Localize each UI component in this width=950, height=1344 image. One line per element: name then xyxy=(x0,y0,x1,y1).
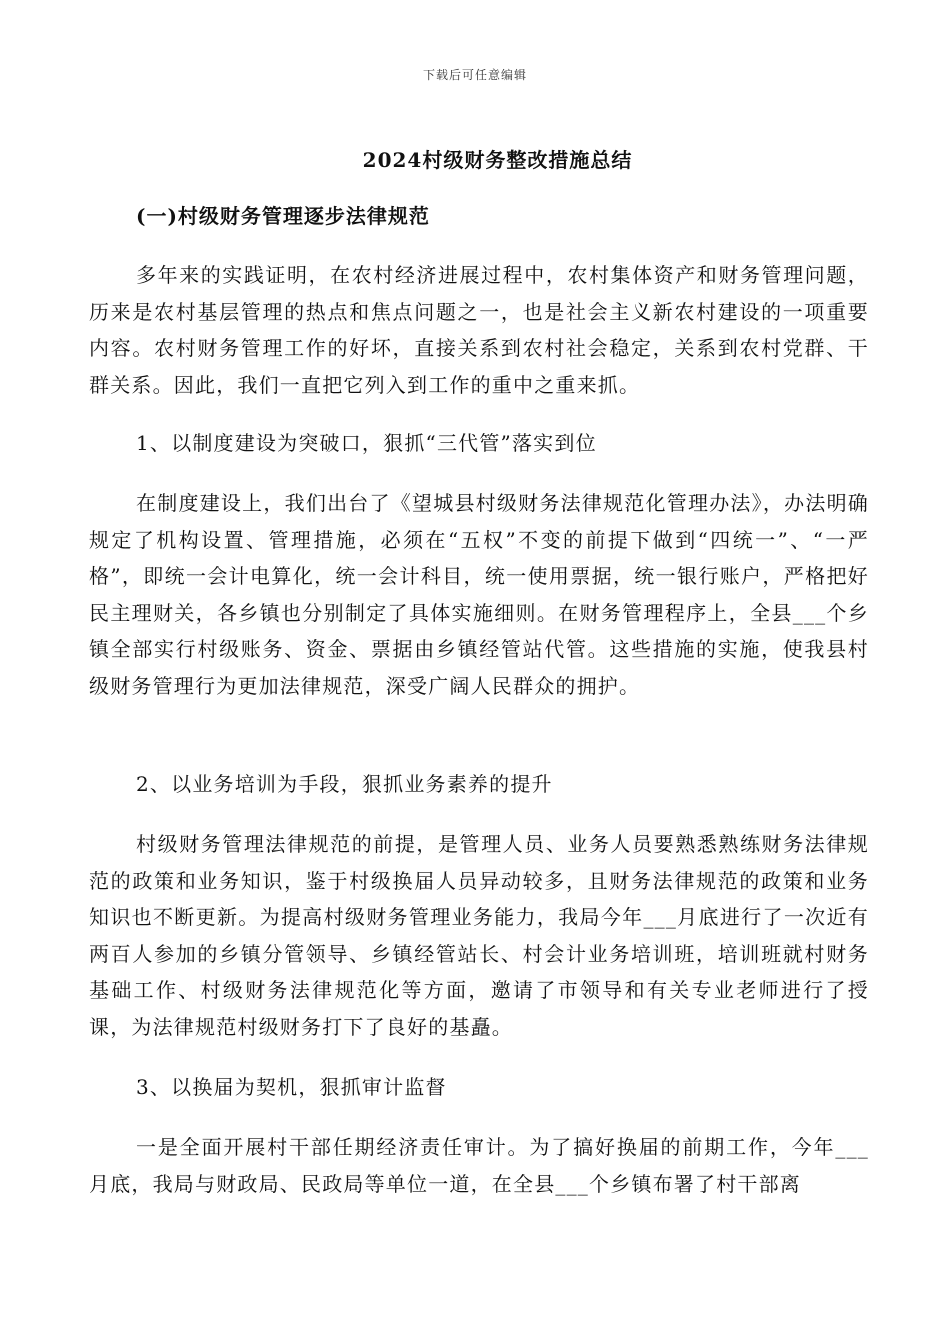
paragraph-training: 村级财务管理法律规范的前提，是管理人员、业务人员要熟悉熟练财务法律规范的政策和业务知识，鉴于村级换届人员异动较多，且财务法律规范的政策和业务知识也不断更新。为提高村级财务管理业务能力，我局今年___月底进行了一次近有两百人参加的乡镇分管领导、乡镇经管站长、村会计业务培训班，培训班就村财务基础工作、村级财务法律规范化等方面，邀请了市领导和有关专业老师进行了授课，为法律规范村级财务打下了良好的基矗。 xyxy=(89,832,869,1039)
paragraph-audit: 一是全面开展村干部任期经济责任审计。为了搞好换届的前期工作，今年___月底，我局与财政局、民政局等单位一道，在全县___个乡镇布署了村干部离 xyxy=(89,1135,869,1196)
subheading-training: 2、以业务培训为手段，狠抓业务素养的提升 xyxy=(136,772,553,796)
paragraph-intro: 多年来的实践证明，在农村经济进展过程中，农村集体资产和财务管理问题，历来是农村基层管理的热点和焦点问题之一，也是社会主义新农村建设的一项重要内容。农村财务管理工作的好坏，直接关系到农村社会稳定，关系到农村党群、干群关系。因此，我们一直把它列入到工作的重中之重来抓。 xyxy=(89,263,869,397)
subheading-institution: 1、以制度建设为突破口，狠抓“三代管”落实到位 xyxy=(136,431,597,455)
subheading-audit: 3、以换届为契机，狠抓审计监督 xyxy=(136,1075,447,1099)
document-title: 2024村级财务整改措施总结 xyxy=(362,148,633,172)
download-note: 下载后可任意编辑 xyxy=(422,68,527,82)
paragraph-institution: 在制度建设上，我们出台了《望城县村级财务法律规范化管理办法》，办法明确规定了机构设置、管理措施，必须在“五权”不变的前提下做到“四统一”、“一严格”，即统一会计电算化，统一会计科目，统一使用票据，统一银行账户，严格把好民主理财关，各乡镇也分别制定了具体实施细则。在财务管理程序上，全县___个乡镇全部实行村级账务、资金、票据由乡镇经管站代管。这些措施的实施，使我县村级财务管理行为更加法律规范，深受广阔人民群众的拥护。 xyxy=(89,491,869,698)
section-heading: (一)村级财务管理逐步法律规范 xyxy=(136,204,430,228)
